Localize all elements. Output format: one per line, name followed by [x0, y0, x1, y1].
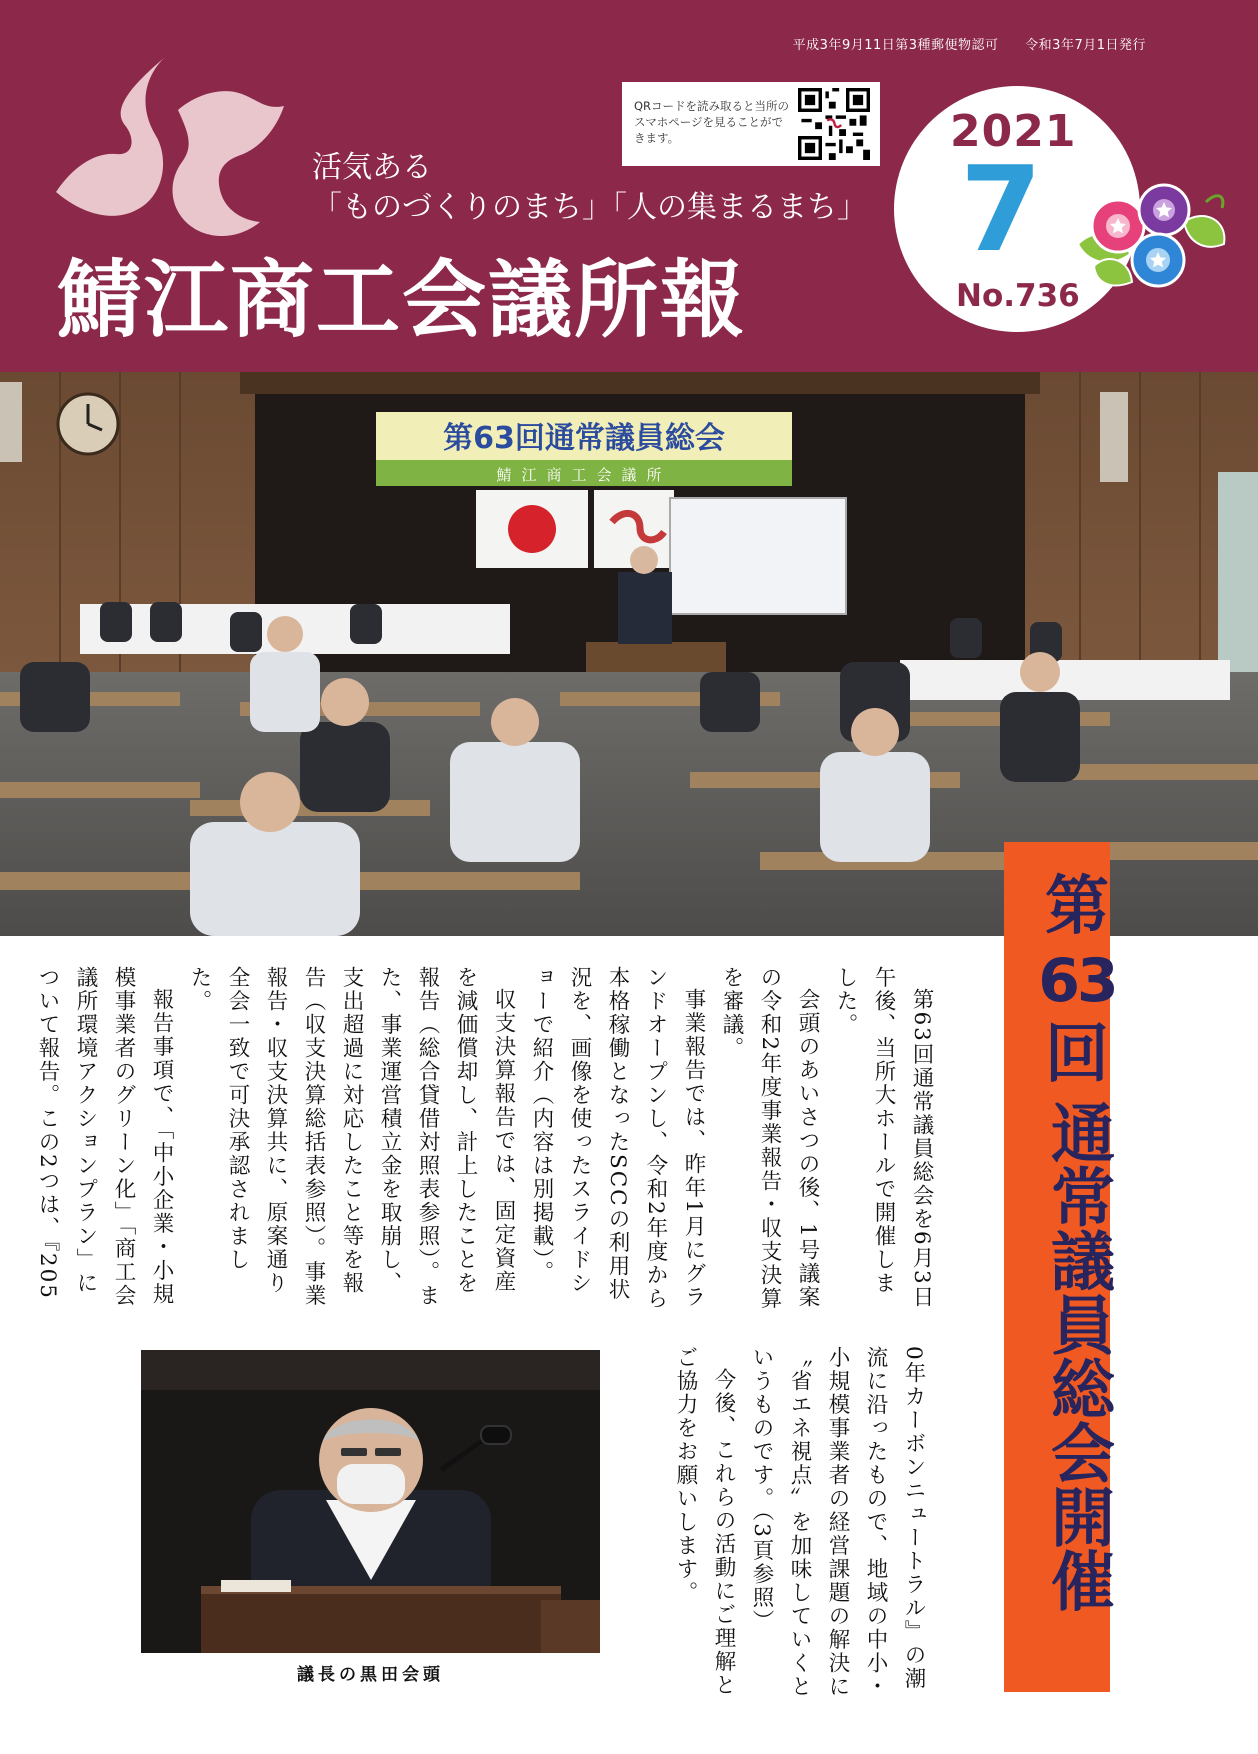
chamber-logo-icon — [44, 50, 304, 250]
issue-month: 7 — [960, 140, 1043, 278]
article-paragraph: 第63回通常議員総会を6月3日午後、当所大ホールで開催しました。 — [833, 966, 934, 1309]
article-paragraph: 収支決算報告では、固定資産を減価償却し、計上したことを報告（総合貸借対照表参照）。また、事業運営積立金を取崩し、支出超過に対応したこと等を報告（収支決算総括表参照）。事業報告・収支決算共に、原案通り全会一致で可決承認されました。 — [187, 966, 516, 1308]
slogan-line-2: 「ものづくりのまち」「人の集まるまち」 — [312, 190, 867, 225]
photo-caption: 議長の黒田会頭 — [297, 1665, 444, 1685]
banner-title: 第63回通常議員総会 — [443, 421, 725, 456]
article-body-upper — [35, 966, 940, 1316]
headline-part-1: 第 — [1045, 870, 1109, 944]
qr-panel — [622, 82, 880, 166]
publication-info — [771, 34, 1146, 53]
article-body-lower — [668, 1346, 932, 1706]
chairman-photo — [141, 1350, 600, 1653]
morning-glory-icon — [1072, 182, 1232, 300]
article-headline — [1004, 870, 1150, 1612]
issue-year: 2021 — [950, 106, 1077, 157]
article-paragraph: 会頭のあいさつの後、1号議案の令和2年度事業報告・収支決算を審議。 — [719, 966, 820, 1311]
slogan-line-1: 活気ある — [312, 150, 432, 185]
masthead — [0, 0, 1258, 372]
qr-description: QRコードを読み取ると当所のスマホページを見ることができます。 — [634, 99, 790, 145]
qr-code-icon[interactable] — [798, 88, 870, 160]
article-paragraph: 事業報告では、昨年1月にグランドオープンし、令和2年度から本格稼働となったSCCの利用状況を、画像を使ったスライドショーで紹介（内容は別掲載）。 — [529, 966, 706, 1311]
issue-date: 令和3年7月1日発行 — [1025, 38, 1146, 53]
article-paragraph: 報告事項で、「中小企業・小規模事業者のグリーン化」「商工会議所環境アクションプラン」について報告。この2つは、『205 — [35, 966, 174, 1308]
article-paragraph: 0年カーボンニュートラル』の潮流に沿ったもので、地域の中小・小規模事業者の経営課題の解決に〝省エネ視点〟を加味していくというものです。（3頁参照） — [749, 1346, 926, 1699]
issue-number: No.736 — [956, 278, 1080, 314]
banner-org: 鯖江商工会議所 — [496, 466, 672, 484]
newsletter-title: 鯖江商工会議所報 — [58, 251, 747, 349]
headline-rest: 通常議員総会開催 — [1040, 1100, 1114, 1612]
headline-part-2: 回 — [1045, 1018, 1109, 1092]
postal-permit: 平成3年9月11日第3種郵便物認可 — [792, 38, 999, 53]
headline-number: 63 — [1038, 946, 1116, 1016]
article-paragraph: 今後、これらの活動にご理解とご協力をお願いします。 — [673, 1346, 736, 1697]
